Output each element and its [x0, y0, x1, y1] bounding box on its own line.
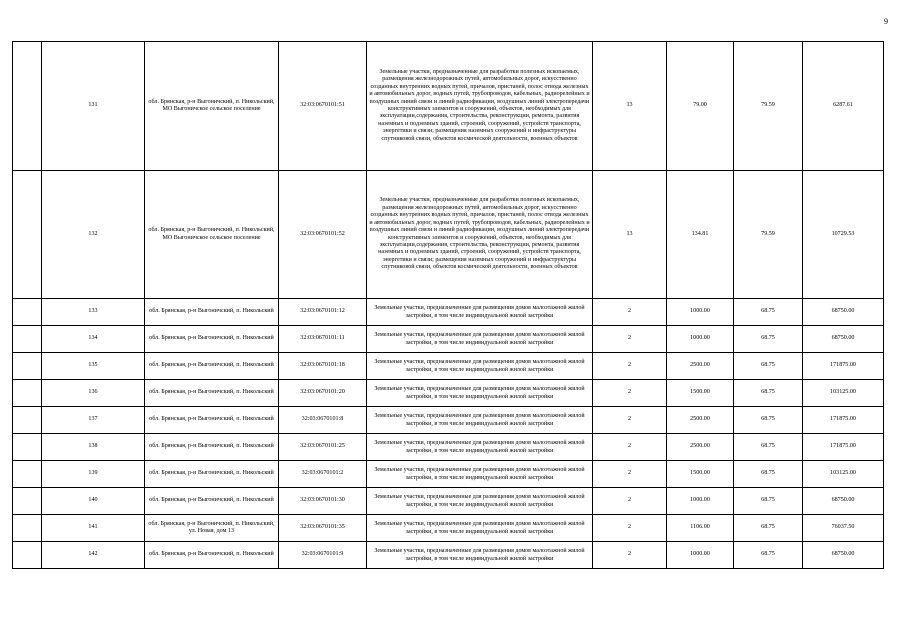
row-cadastral-value: 68750.00 [803, 542, 884, 569]
row-number: 139 [42, 461, 145, 488]
row-cadastral-number: 32:03:0670101:12 [279, 299, 367, 326]
row-usage-group: 2 [593, 299, 667, 326]
row-cadastral-value: 68750.00 [803, 299, 884, 326]
row-cadastral-number: 32:03:0670101:20 [279, 380, 367, 407]
row-number: 141 [42, 515, 145, 542]
row-land-purpose: Земельные участки, предназначенные для размещения домов малоэтажной жилой застройки, в том числе индивидуальной жилой застройки [367, 434, 593, 461]
table-row [13, 488, 884, 515]
row-cadastral-number: 32:03:0670101:9 [279, 542, 367, 569]
table-row [13, 299, 884, 326]
row-area: 1000.00 [667, 299, 734, 326]
row-cadastral-value: 10729.53 [803, 171, 884, 299]
row-number: 134 [42, 326, 145, 353]
row-cadastral-number: 32:03:0670101:25 [279, 434, 367, 461]
row-usage-group: 2 [593, 542, 667, 569]
row-specific-value: 68.75 [734, 353, 803, 380]
row-land-purpose: Земельные участки, предназначенные для размещения домов малоэтажной жилой застройки, в том числе индивидуальной жилой застройки [367, 353, 593, 380]
row-number: 136 [42, 380, 145, 407]
table-row [13, 515, 884, 542]
table-row [13, 42, 884, 171]
row-usage-group: 2 [593, 380, 667, 407]
row-cadastral-number: 32:03:0670101:11 [279, 326, 367, 353]
row-address: обл. Брянская, р-н Выгоничский, п. Никольский [145, 353, 279, 380]
row-address: обл. Брянская, р-н Выгоничский, п. Никольский [145, 434, 279, 461]
row-cadastral-number: 32:03:0670101:18 [279, 353, 367, 380]
row-area: 1106.00 [667, 515, 734, 542]
row-cadastral-number: 32:03:0670101:35 [279, 515, 367, 542]
row-specific-value: 68.75 [734, 515, 803, 542]
table-row [13, 542, 884, 569]
row-land-purpose: Земельные участки, предназначенные для размещения домов малоэтажной жилой застройки, в том числе индивидуальной жилой застройки [367, 407, 593, 434]
row-cadastral-value: 103125.00 [803, 380, 884, 407]
row-usage-group: 2 [593, 434, 667, 461]
row-land-purpose: Земельные участки, предназначенные для размещения домов малоэтажной жилой застройки, в том числе индивидуальной жилой застройки [367, 542, 593, 569]
row-land-purpose: Земельные участки, предназначенные для размещения домов малоэтажной жилой застройки, в том числе индивидуальной жилой застройки [367, 515, 593, 542]
row-area: 1500.00 [667, 461, 734, 488]
row-cadastral-value: 171875.00 [803, 434, 884, 461]
row-address: обл. Брянская, р-н Выгоничский, п. Никольский [145, 488, 279, 515]
row-area: 2500.00 [667, 353, 734, 380]
row-blank-cell [13, 461, 42, 488]
row-cadastral-value: 6287.61 [803, 42, 884, 171]
row-cadastral-value: 68750.00 [803, 488, 884, 515]
row-cadastral-value: 76037.50 [803, 515, 884, 542]
row-blank-cell [13, 407, 42, 434]
table-row [13, 353, 884, 380]
row-cadastral-number: 32:03:0670101:8 [279, 407, 367, 434]
row-area: 2500.00 [667, 407, 734, 434]
row-usage-group: 13 [593, 42, 667, 171]
row-area: 134.81 [667, 171, 734, 299]
row-cadastral-value: 171875.00 [803, 407, 884, 434]
row-blank-cell [13, 434, 42, 461]
row-cadastral-value: 68750.00 [803, 326, 884, 353]
table-row [13, 171, 884, 299]
row-usage-group: 2 [593, 488, 667, 515]
row-specific-value: 68.75 [734, 299, 803, 326]
row-land-purpose: Земельные участки, предназначенные для разработки полезных ископаемых, размещения железнодорожных путей, автомобильных дорог, искусственно созданных внутренних водных путей, причалов, пристаней, полос отвода железных и автомобильных дорог, водных путей, трубопроводов, кабельных, радиорелейных и воздушных линий связи и линий радиофикации, воздушных линий электропередачи конструктивных элементов и сооружений, объектов, необходимых для эксплуатации,содержания, строительства, реконструкции, ремонта, развития наземных и подземных зданий, строений, сооружений, устройств транспорта, энергетики и связи; размещения наземных сооружений и инфраструктуры спутниковой связи, объектов космической деятельности, военных объектов [367, 171, 593, 299]
row-land-purpose: Земельные участки, предназначенные для размещения домов малоэтажной жилой застройки, в том числе индивидуальной жилой застройки [367, 299, 593, 326]
table-row [13, 380, 884, 407]
row-blank-cell [13, 353, 42, 380]
row-specific-value: 68.75 [734, 488, 803, 515]
row-address: обл. Брянская, р-н Выгоничский, п. Никольский [145, 542, 279, 569]
row-usage-group: 2 [593, 461, 667, 488]
row-area: 1000.00 [667, 488, 734, 515]
row-cadastral-number: 32:03:0670101:30 [279, 488, 367, 515]
row-land-purpose: Земельные участки, предназначенные для размещения домов малоэтажной жилой застройки, в том числе индивидуальной жилой застройки [367, 488, 593, 515]
row-land-purpose: Земельные участки, предназначенные для размещения домов малоэтажной жилой застройки, в том числе индивидуальной жилой застройки [367, 380, 593, 407]
row-blank-cell [13, 326, 42, 353]
row-address: обл. Брянская, р-н Выгоничский, п. Никольский [145, 407, 279, 434]
row-usage-group: 2 [593, 407, 667, 434]
row-number: 140 [42, 488, 145, 515]
row-area: 1000.00 [667, 542, 734, 569]
row-address: обл. Брянская, р-н Выгоничский, п. Никольский, МО Выгоничское сельское поселение [145, 171, 279, 299]
row-area: 79.00 [667, 42, 734, 171]
row-blank-cell [13, 171, 42, 299]
row-usage-group: 2 [593, 353, 667, 380]
row-number: 142 [42, 542, 145, 569]
row-land-purpose: Земельные участки, предназначенные для размещения домов малоэтажной жилой застройки, в том числе индивидуальной жилой застройки [367, 461, 593, 488]
row-number: 138 [42, 434, 145, 461]
row-usage-group: 2 [593, 326, 667, 353]
row-address: обл. Брянская, р-н Выгоничский, п. Никольский [145, 461, 279, 488]
table-row [13, 461, 884, 488]
row-area: 2500.00 [667, 434, 734, 461]
row-land-purpose: Земельные участки, предназначенные для разработки полезных ископаемых, размещения железнодорожных путей, автомобильных дорог, искусственно созданных внутренних водных путей, причалов, пристаней, полос отвода железных и автомобильных дорог, водных путей, трубопроводов, кабельных, радиорелейных и воздушных линий связи и линий радиофикации, воздушных линий электропередачи конструктивных элементов и сооружений, объектов, необходимых для эксплуатации,содержания, строительства, реконструкции, ремонта, развития наземных и подземных зданий, строений, сооружений, устройств транспорта, энергетики и связи; размещения наземных сооружений и инфраструктуры спутниковой связи, объектов космической деятельности, военных объектов [367, 42, 593, 171]
table-row [13, 326, 884, 353]
row-usage-group: 2 [593, 515, 667, 542]
row-blank-cell [13, 299, 42, 326]
row-blank-cell [13, 42, 42, 171]
row-land-purpose: Земельные участки, предназначенные для размещения домов малоэтажной жилой застройки, в том числе индивидуальной жилой застройки [367, 326, 593, 353]
table-row [13, 407, 884, 434]
row-specific-value: 68.75 [734, 326, 803, 353]
row-number: 135 [42, 353, 145, 380]
row-blank-cell [13, 515, 42, 542]
row-number: 131 [42, 42, 145, 171]
row-address: обл. Брянская, р-н Выгоничский, п. Никольский [145, 299, 279, 326]
table-body [13, 42, 884, 569]
row-specific-value: 79.59 [734, 42, 803, 171]
page-number: 9 [884, 17, 888, 26]
row-address: обл. Брянская, р-н Выгоничский, п. Никольский, ул. Новая, дом 13 [145, 515, 279, 542]
row-blank-cell [13, 542, 42, 569]
row-specific-value: 68.75 [734, 380, 803, 407]
row-blank-cell [13, 488, 42, 515]
row-address: обл. Брянская, р-н Выгоничский, п. Никольский [145, 380, 279, 407]
row-address: обл. Брянская, р-н Выгоничский, п. Никольский [145, 326, 279, 353]
row-specific-value: 79.59 [734, 171, 803, 299]
table-row [13, 434, 884, 461]
row-cadastral-number: 32:03:0670101:51 [279, 42, 367, 171]
row-specific-value: 68.75 [734, 407, 803, 434]
row-cadastral-number: 32:03:0670101:52 [279, 171, 367, 299]
row-blank-cell [13, 380, 42, 407]
row-specific-value: 68.75 [734, 434, 803, 461]
row-number: 132 [42, 171, 145, 299]
row-specific-value: 68.75 [734, 542, 803, 569]
row-usage-group: 13 [593, 171, 667, 299]
row-number: 137 [42, 407, 145, 434]
row-specific-value: 68.75 [734, 461, 803, 488]
row-area: 1500.00 [667, 380, 734, 407]
row-area: 1000.00 [667, 326, 734, 353]
land-valuation-table [12, 41, 884, 569]
row-cadastral-number: 32:03:0670101:2 [279, 461, 367, 488]
row-cadastral-value: 171875.00 [803, 353, 884, 380]
row-address: обл. Брянская, р-н Выгоничский, п. Никольский, МО Выгоничское сельское поселение [145, 42, 279, 171]
row-number: 133 [42, 299, 145, 326]
row-cadastral-value: 103125.00 [803, 461, 884, 488]
